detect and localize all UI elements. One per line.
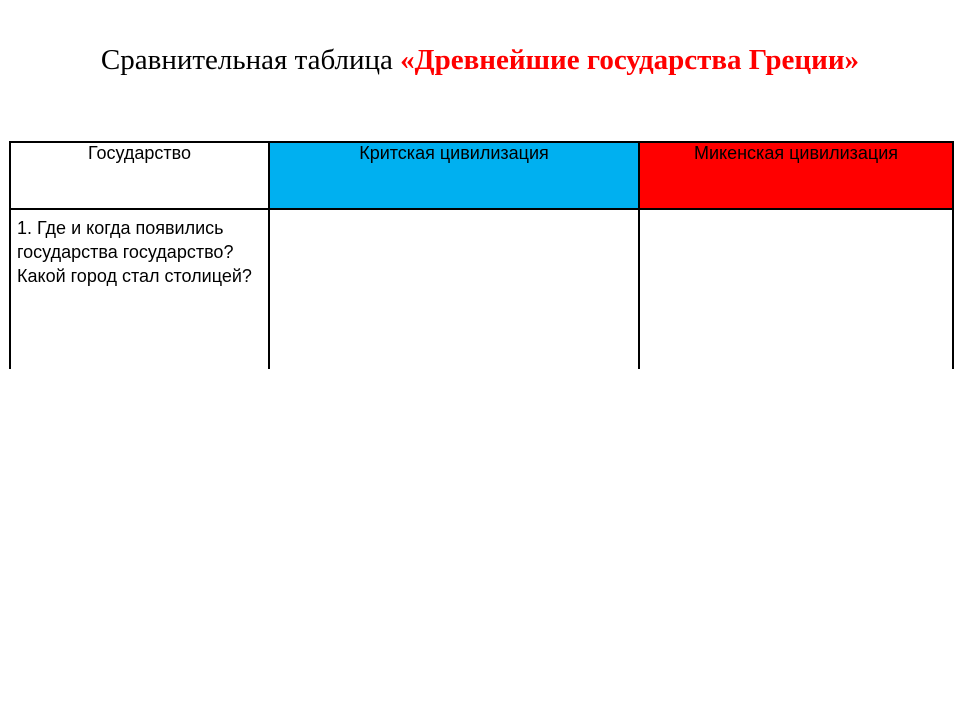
question-cell: 1. Где и когда появились государства государство? Какой город стал столицей? bbox=[10, 209, 269, 369]
header-mycenaean: Микенская цивилизация bbox=[639, 142, 953, 209]
table-row bbox=[10, 209, 953, 369]
header-minoan: Критская цивилизация bbox=[269, 142, 639, 209]
title-accent: «Древнейшие государства Греции» bbox=[400, 44, 860, 76]
minoan-answer-cell[interactable] bbox=[269, 209, 639, 369]
page-title bbox=[0, 44, 960, 77]
mycenaean-answer-cell[interactable] bbox=[639, 209, 953, 369]
title-prefix: Сравнительная таблица bbox=[100, 44, 401, 76]
table-header-row bbox=[10, 142, 953, 209]
comparison-table bbox=[9, 141, 954, 369]
header-state: Государство bbox=[10, 142, 269, 209]
